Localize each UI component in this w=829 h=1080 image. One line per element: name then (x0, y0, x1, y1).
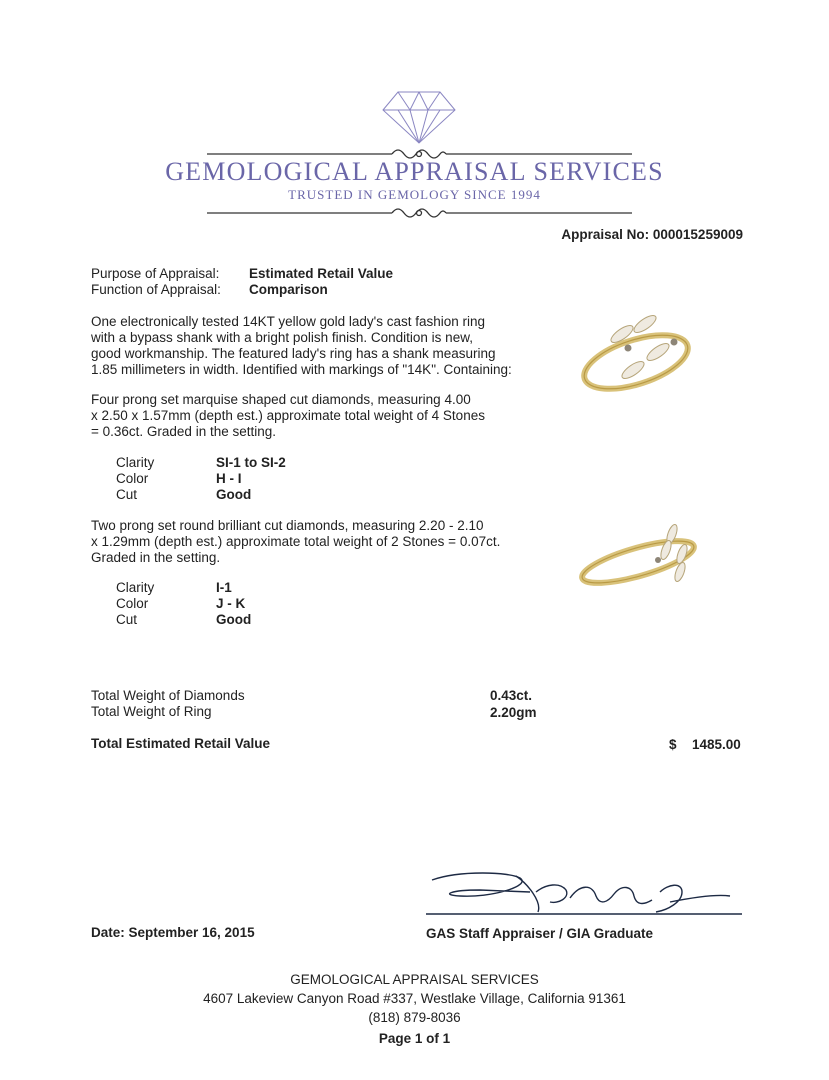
description-line: good workmanship. The featured lady's ring has a shank measuring (91, 346, 496, 361)
appraisal-number: Appraisal No: 000015259009 (561, 227, 743, 242)
stones2-line: Graded in the setting. (91, 550, 221, 565)
function-value: Comparison (249, 282, 328, 297)
stones2-grade-row (116, 580, 232, 596)
stones2-line: Two prong set round brilliant cut diamonds, measuring 2.20 - 2.10 (91, 518, 484, 533)
brand-tagline: TRUSTED IN GEMOLOGY SINCE 1994 (288, 187, 541, 202)
stones1-grade-row (116, 487, 251, 503)
diamond-logo-icon (383, 92, 455, 143)
grade-label: Color (116, 471, 149, 486)
ring-photo-top (570, 300, 710, 400)
stones1-line: = 0.36ct. Graded in the setting. (91, 424, 276, 439)
stones2-line: x 1.29mm (depth est.) approximate total weight of 2 Stones = 0.07ct. (91, 534, 501, 549)
stones1-grade-row (116, 455, 286, 471)
stones2-grade-row (116, 612, 251, 628)
description-line: with a bypass shank with a bright polish finish. Condition is new, (91, 330, 473, 345)
stones1-description (91, 392, 485, 440)
grade-value: Good (216, 487, 252, 502)
grade-label: Clarity (116, 455, 155, 470)
total-diamonds-value: 0.43ct. (490, 688, 533, 703)
signature-caption: GAS Staff Appraiser / GIA Graduate (426, 926, 654, 941)
total-retail-label: Total Estimated Retail Value (91, 736, 271, 751)
function-row (91, 282, 328, 298)
grade-value: J - K (216, 596, 246, 611)
total-retail-value: 1485.00 (692, 737, 741, 752)
ring-photo-side (570, 510, 710, 610)
total-diamonds-label: Total Weight of Diamonds (91, 688, 245, 703)
grade-value: SI-1 to SI-2 (216, 455, 286, 470)
function-label: Function of Appraisal: (91, 282, 221, 297)
grade-label: Cut (116, 487, 138, 502)
brand-title: GEMOLOGICAL APPRAISAL SERVICES (165, 157, 664, 186)
stones1-grade-row (116, 471, 242, 487)
total-ring-label: Total Weight of Ring (91, 704, 212, 719)
grade-label: Clarity (116, 580, 155, 595)
grade-value: H - I (216, 471, 242, 486)
page-number: Page 1 of 1 (378, 1031, 451, 1046)
purpose-value: Estimated Retail Value (249, 266, 394, 281)
footer (0, 970, 829, 1048)
description-line: 1.85 millimeters in width. Identified with markings of "14K". Containing: (91, 362, 512, 377)
footer-company: GEMOLOGICAL APPRAISAL SERVICES (290, 972, 539, 987)
stones2-description (91, 518, 500, 566)
grade-value: Good (216, 612, 252, 627)
stones2-grade-row (116, 596, 245, 612)
purpose-label: Purpose of Appraisal: (91, 266, 220, 281)
description-line: One electronically tested 14KT yellow gold lady's cast fashion ring (91, 314, 486, 329)
signature-image (420, 862, 750, 924)
total-retail-currency: $ (669, 737, 677, 752)
ornament-divider-bottom (207, 209, 632, 217)
stones1-line: Four prong set marquise shaped cut diamonds, measuring 4.00 (91, 392, 471, 407)
footer-address: 4607 Lakeview Canyon Road #337, Westlake Village, California 91361 (203, 991, 626, 1006)
grade-label: Cut (116, 612, 138, 627)
footer-phone: (818) 879-8036 (368, 1010, 461, 1025)
stones1-line: x 2.50 x 1.57mm (depth est.) approximate total weight of 4 Stones (91, 408, 485, 423)
ring-description (91, 314, 512, 378)
purpose-row (91, 266, 393, 282)
total-ring-value: 2.20gm (490, 705, 537, 720)
grade-value: I-1 (216, 580, 232, 595)
grade-label: Color (116, 596, 149, 611)
appraisal-date: Date: September 16, 2015 (91, 925, 255, 940)
